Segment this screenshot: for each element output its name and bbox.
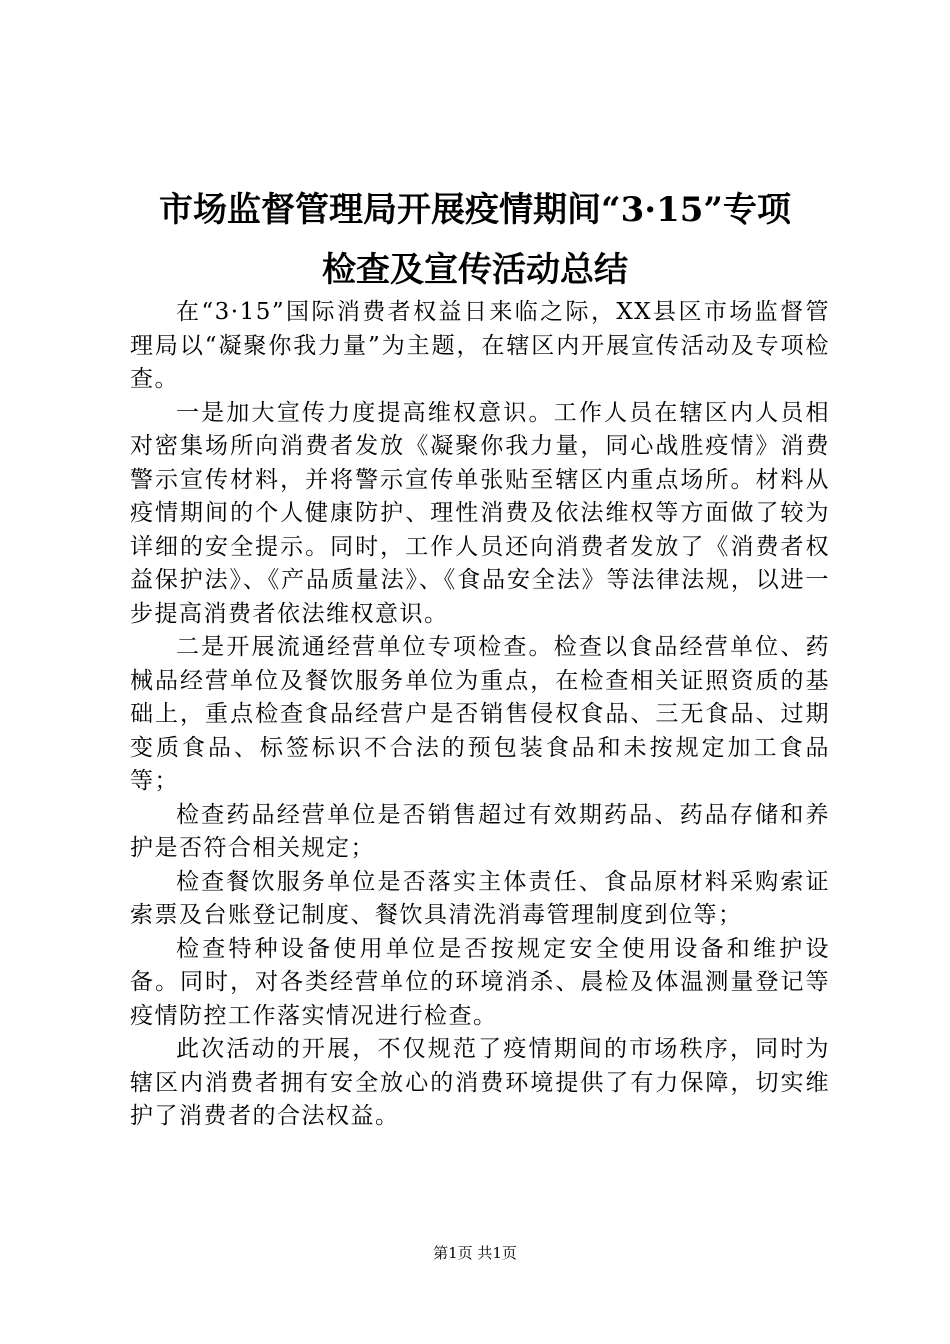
- title-line-1: 市场监督管理局开展疫情期间“3·15”专项: [159, 190, 791, 230]
- paragraph-catering-inspection: 检查餐饮服务单位是否落实主体责任、食品原材料采购索证索票及台账登记制度、餐饮具清洗消毒管理制度到位等；: [130, 868, 830, 928]
- document-title: [100, 180, 850, 300]
- title-line-2: 检查及宣传活动总结: [322, 250, 628, 290]
- paragraph-intro: 在“3·15”国际消费者权益日来临之际，XX县区市场监督管理局以“凝聚你我力量”为主题，在辖区内开展宣传活动及专项检查。: [130, 299, 830, 392]
- paragraph-inspection: 二是开展流通经营单位专项检查。检查以食品经营单位、药械品经营单位及餐饮服务单位为重点，在检查相关证照资质的基础上，重点检查食品经营户是否销售侵权食品、三无食品、过期变质食品、标签标识不合法的预包装食品和未按规定加工食品等；: [130, 634, 830, 794]
- paragraph-publicity: 一是加大宣传力度提高维权意识。工作人员在辖区内人员相对密集场所向消费者发放《凝聚你我力量，同心战胜疫情》消费警示宣传材料，并将警示宣传单张贴至辖区内重点场所。材料从疫情期间的个人健康防护、理性消费及依法维权等方面做了较为详细的安全提示。同时，工作人员还向消费者发放了《消费者权益保护法》、《产品质量法》、《食品安全法》等法律法规，以进一步提高消费者依法维权意识。: [130, 399, 830, 627]
- page-number-footer: 第1页 共1页: [433, 1244, 517, 1262]
- paragraph-drug-inspection: 检查药品经营单位是否销售超过有效期药品、药品存储和养护是否符合相关规定；: [130, 801, 830, 861]
- document-body: [130, 296, 830, 1134]
- paragraph-conclusion: 此次活动的开展，不仅规范了疫情期间的市场秩序，同时为辖区内消费者拥有安全放心的消费环境提供了有力保障，切实维护了消费者的合法权益。: [130, 1036, 830, 1129]
- paragraph-equipment-inspection: 检查特种设备使用单位是否按规定安全使用设备和维护设备。同时，对各类经营单位的环境消杀、晨检及体温测量登记等疫情防控工作落实情况进行检查。: [130, 935, 830, 1029]
